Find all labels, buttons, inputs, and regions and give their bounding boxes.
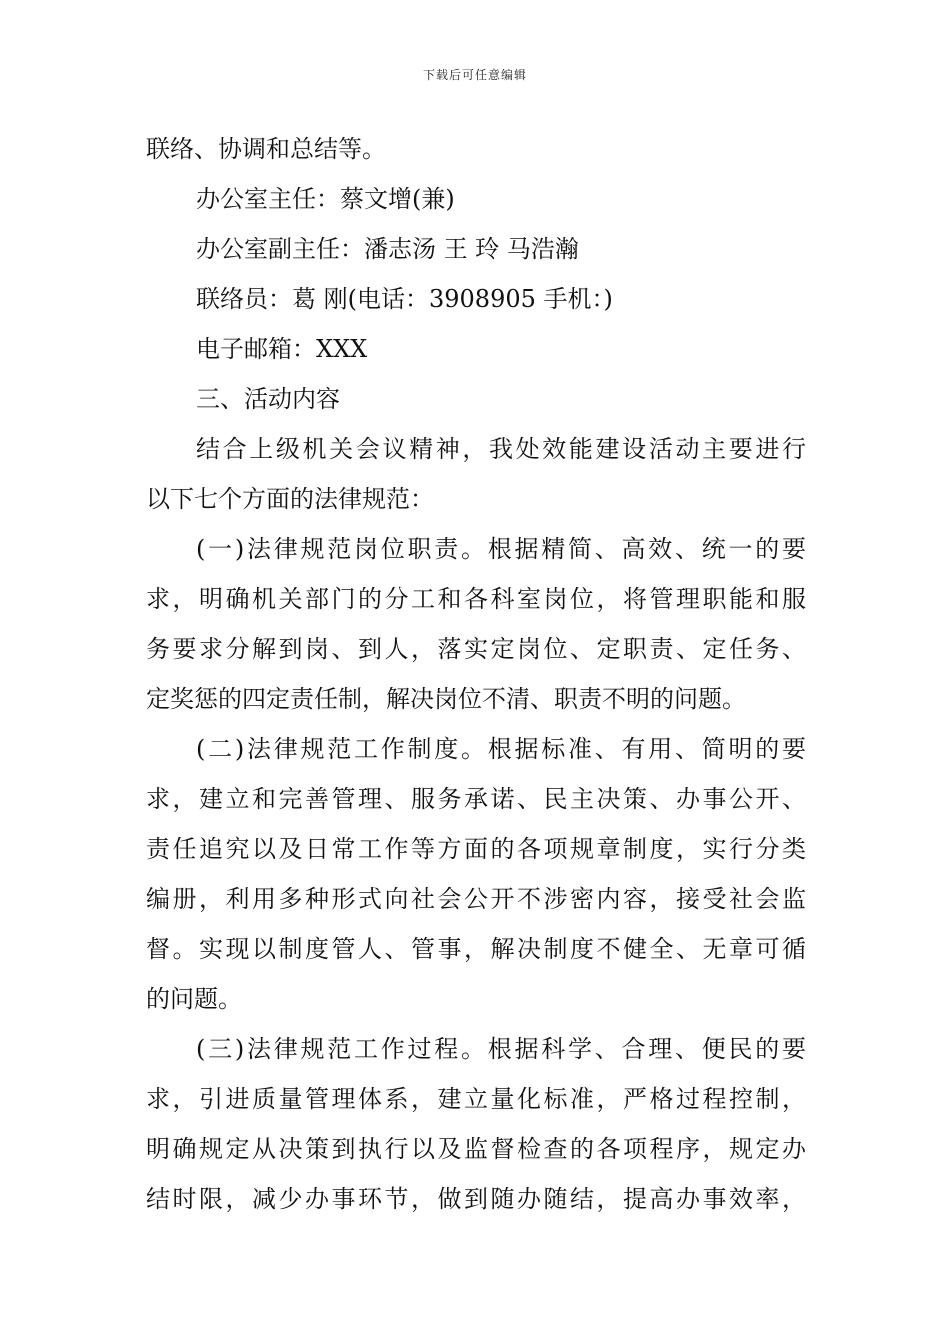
paragraph-line: 的问题。 xyxy=(146,985,242,1013)
section-heading: 三、活动内容 xyxy=(196,385,340,413)
paragraph-line: 明确规定从决策到执行以及监督检查的各项程序，规定办 xyxy=(146,1135,806,1163)
paragraph-line: (二)法律规范工作制度。根据标准、有用、简明的要 xyxy=(196,735,806,763)
paragraph-line: 求，明确机关部门的分工和各科室岗位，将管理职能和服 xyxy=(146,585,806,613)
paragraph-line: 以下七个方面的法律规范： xyxy=(146,485,434,513)
paragraph-line: 结时限，减少办事环节，做到随办随结，提高办事效率， xyxy=(146,1185,806,1213)
email-line: 电子邮箱：XXX xyxy=(196,335,368,363)
paragraph-line: 编册，利用多种形式向社会公开不涉密内容，接受社会监 xyxy=(146,885,806,913)
paragraph-line: 求，引进质量管理体系，建立量化标准，严格过程控制， xyxy=(146,1085,806,1113)
paragraph-line: 联络、协调和总结等。 xyxy=(146,135,386,163)
paragraph-line: 督。实现以制度管人、管事，解决制度不健全、无章可循 xyxy=(146,935,806,963)
paragraph-line: (三)法律规范工作过程。根据科学、合理、便民的要 xyxy=(196,1035,806,1063)
paragraph-line: 结合上级机关会议精神，我处效能建设活动主要进行 xyxy=(196,435,806,463)
page-header: 下载后可任意编辑 xyxy=(422,68,527,82)
paragraph-line: (一)法律规范岗位职责。根据精简、高效、统一的要 xyxy=(196,535,806,563)
liaison-line: 联络员：葛 刚(电话：3908905 手机：) xyxy=(196,285,613,313)
document-body xyxy=(146,124,806,1224)
office-director-line: 办公室主任：蔡文增(兼) xyxy=(196,185,455,213)
paragraph-line: 求，建立和完善管理、服务承诺、民主决策、办事公开、 xyxy=(146,785,806,813)
paragraph-line: 责任追究以及日常工作等方面的各项规章制度，实行分类 xyxy=(146,835,806,863)
paragraph-line: 务要求分解到岗、到人，落实定岗位、定职责、定任务、 xyxy=(146,635,806,663)
office-deputy-director-line: 办公室副主任：潘志汤 王 玲 马浩瀚 xyxy=(196,235,579,263)
paragraph-line: 定奖惩的四定责任制，解决岗位不清、职责不明的问题。 xyxy=(146,685,746,713)
